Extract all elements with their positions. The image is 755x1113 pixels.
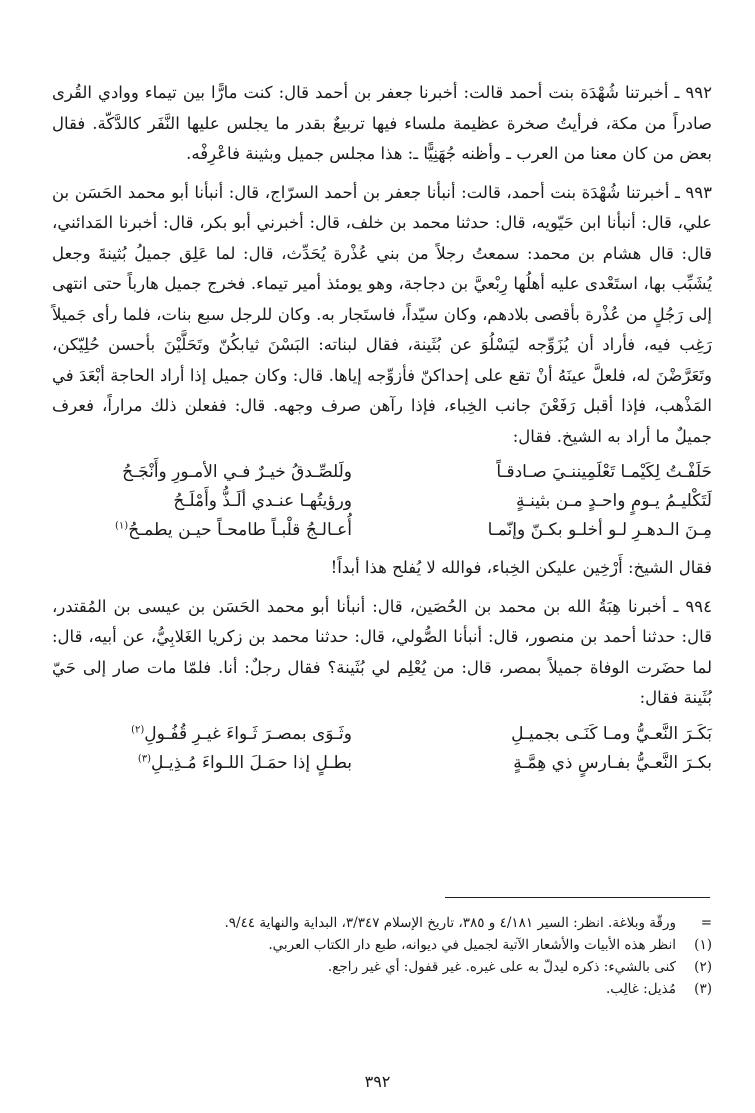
hemistich-text: أُعـالـجُ قلْبـاً طامحـاً حيـن يطمـحُ — [128, 520, 352, 540]
paragraph-994: ٩٩٤ ـ أخبرنا هِبَةُ الله بن محمد بن الحُصَين، قال: أنبأنا أبو محمد الحَسَن بن عيسى بن المُقتدر، قال: حدثنا أحمد بن منصور، قال: أنبأنا الصُّولي، قال: حدثنا محمد بن زكريا الغَلابِيُّ، عن أبيه، قال: لما حضَرت الوفاة جميلاً بمصر، قال: من يُعْلِم لي بُثَينة؟ فقال رجلٌ: أنا. فلمّا مات صار إلى حَيّ بُثَينة فقال: — [52, 596, 712, 707]
footnote — [90, 978, 712, 1000]
footnote-ref: (٢) — [131, 723, 145, 735]
hemistich-first: بكـرَ النَّعـيُّ بفـارسٍ ذي هِمَّـةٍ — [513, 752, 712, 773]
hemistich-second: ولَلصِّـدقُ خيـرٌ فـي الأمـورِ وأَنْجَـحُ — [122, 462, 352, 482]
verse — [52, 487, 712, 516]
verse — [52, 516, 712, 545]
verse — [52, 749, 712, 778]
poem-2 — [52, 720, 712, 778]
hemistich-second — [52, 720, 352, 749]
paragraph-993: ٩٩٣ ـ أخبرتنا شُهْدَة بنت أحمد، قالت: أنبأنا جعفر بن أحمد السرّاج، قال: أنبأنا أبو محمد الحَسَن بن علي، قال: أنبأنا ابن حَيّويه، قال: حدثنا محمد بن خلف، قال: أخبرني أبو بكر، قال: أخبرنا المَدائني، قال: قال هشام بن محمد: سمعتُ رجلاً من بني عُذْرة يُحَدِّث، قال: لما عَلِق جميلُ بُثينةَ وجعل يُشَبِّب بها، استَعْدى عليه أهلُها رِبْعيَّ بن دجاجة، وهو يومئذ أمير تيماء. فخرج جميل هارباً حتى انتهى إلى رَجُلٍ من عُذْرة بأقصى بلادهم، وكان سيّداً، فاستَجار به. وكان للرجل سبع بنات، فلما رأى جَميلاً رَغِب فيه، فأراد أن يُزَوِّجه ليَسْلُوَ عن بُثَينة، فقال لبناته: البَسْنَ ثيابكُنّ وتَحَلَّيْنَ بأحسن حُلِيّكن، وتَعَرَّضْنَ له، فلعلَّ عينَهُ أنْ تقع على إحداكنّ فأزوِّجه إياها. قال: وكان جميل إذا أراد الحاجة أبْعَدَ في المَذْهب، فإذا أقبل رَفَعْنَ جانب الخِباء، فإذا رآهن صرف وجهه. قال: ففعلن ذلك مراراً، فعرف جميلٌ ما أراد به الشيخ. فقال: — [52, 182, 712, 446]
footnote-ref: (١) — [115, 520, 129, 532]
footnote — [90, 934, 712, 956]
hemistich-second — [52, 516, 352, 545]
footnote-text: ورقّة وبلاغة. انظر: السير ٤/١٨١ و ٣٨٥، تاريخ الإسلام ٣/٣٤٧، البداية والنهاية ٩/٤٤. — [224, 915, 676, 931]
footnote-number: (٣) — [694, 981, 712, 997]
footnote-number: (١) — [694, 937, 712, 953]
hemistich-first: لَتَكْليـمُ يـومٍ واحـدٍ مـن بثينـةٍ — [516, 491, 712, 511]
footnote — [90, 956, 712, 978]
footnote-number: = — [700, 915, 712, 931]
hemistich-first: بَكَـرَ النَّعـيُّ ومـا كَنَـى بجميـلِ — [511, 723, 712, 744]
footnote-divider — [445, 897, 710, 898]
verse — [52, 458, 712, 487]
hemistich-text: بطـلٍ إذا حمَـلَ اللـواءَ مُـذِيـلِ — [151, 752, 352, 773]
hemistich-second: ورؤيتُهـا عنـدي ألَـذُّ وأَمْلَـحُ — [173, 491, 352, 511]
footnote-ref: (٣) — [137, 752, 152, 764]
footnote — [90, 912, 712, 934]
footnote-text: مُذيل: غالِب. — [606, 981, 676, 997]
footnotes — [90, 912, 712, 1000]
hemistich-first: مِـنَ الـدهـرِ لـو أخلـو بكـنّ وإنّمـا — [487, 520, 712, 540]
poem-1 — [52, 458, 712, 545]
verse — [52, 720, 712, 749]
hemistich-first: حَلَفْـتُ لِكَيْمـا تَعْلَمِيننـيَ صـادقـاً — [496, 462, 712, 482]
paragraph-sheikh: فقال الشيخ: أَرْخِين عليكن الخِباء، فوالله لا يُفلح هذا أبداً! — [330, 558, 712, 577]
footnote-text: انظر هذه الأبيات والأشعار الآتية لجميل في ديوانه، طبع دار الكتاب العربي. — [268, 937, 676, 953]
page-body — [52, 78, 712, 786]
hemistich-second — [52, 749, 352, 778]
footnote-text: كنى بالشيء: ذكره ليدلّ به على غيره. غير قفول: أي غير راجع. — [327, 959, 676, 975]
footnote-number: (٢) — [694, 959, 712, 975]
page-number: ٣٩٢ — [364, 1072, 391, 1091]
paragraph-992: ٩٩٢ ـ أخبرتنا شُهْدَة بنت أحمد قالت: أخبرنا جعفر بن أحمد قال: كنت مارًّا بين تيماء ووادي القُرى صادراً من مكة، فرأيتُ صخرة عظيمة ملساء فيها تربيعٌ بقدر ما يجلس عليها النَّفَر كالدَّكّة. فقال بعض من كان معنا من العرب ـ وأظنه جُهَنِيًّا ـ: هذا مجلس جميل وبثينة فاعْرِفْه. — [52, 83, 712, 163]
hemistich-text: وثَـوَى بمصـرَ ثَـواءَ غيـرِ قُفُـولِ — [144, 723, 352, 744]
